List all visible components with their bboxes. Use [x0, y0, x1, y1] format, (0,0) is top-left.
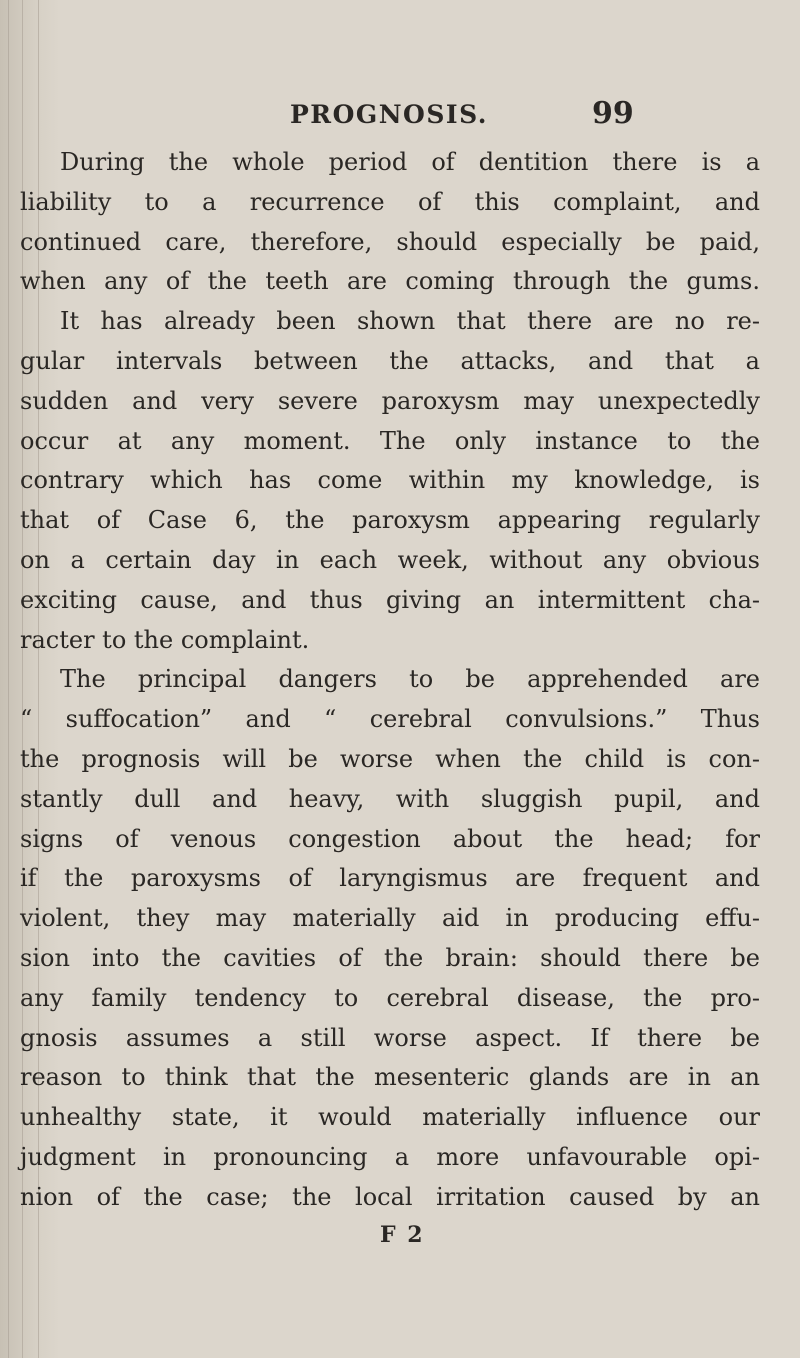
text-line: The principal dangers to be apprehended are [60, 665, 760, 694]
running-head-title: PROGNOSIS. [290, 100, 488, 129]
text-line: occur at any moment. The only instance to the [20, 426, 760, 455]
text-line: contrary which has come within my knowledge, is [20, 466, 760, 495]
text-line: During the whole period of dentition there is a [60, 148, 760, 176]
text-line: signs of venous congestion about the head; for [20, 824, 760, 853]
text-line: unhealthy state, it would materially influence our [20, 1103, 760, 1132]
text-line: that of Case 6, the paroxysm appearing regularly [20, 506, 760, 535]
text-line: reason to think that the mesenteric glands are in an [20, 1063, 760, 1092]
page-edge-line [8, 0, 9, 1358]
text-line: stantly dull and heavy, with sluggish pupil, and [20, 784, 760, 813]
text-line: liability to a recurrence of this complaint, and [20, 187, 760, 216]
text-line: if the paroxysms of laryngismus are frequent and [20, 864, 760, 893]
text-line: “ suffocation” and “ cerebral convulsions.” Thus [20, 705, 760, 734]
text-line: gular intervals between the attacks, and that a [20, 347, 760, 375]
text-line: nion of the case; the local irritation caused by an [20, 1182, 760, 1211]
text-line: any family tendency to cerebral disease, the pro- [20, 983, 760, 1012]
text-line: It has already been shown that there are no re- [60, 307, 760, 336]
page-number: 99 [592, 96, 634, 131]
text-line: sion into the cavities of the brain: should there be [20, 944, 760, 972]
text-line: judgment in pronouncing a more unfavourable opi- [20, 1143, 760, 1171]
signature-mark: F 2 [380, 1221, 425, 1248]
text-line: the prognosis will be worse when the child is con- [20, 745, 760, 773]
running-head [0, 96, 800, 140]
text-line: gnosis assumes a still worse aspect. If there be [20, 1023, 760, 1052]
text-line: when any of the teeth are coming through the gums. [20, 267, 760, 296]
text-line: continued care, therefore, should especially be paid, [20, 227, 760, 256]
text-line: racter to the complaint. [20, 625, 310, 654]
text-line: exciting cause, and thus giving an intermittent cha- [20, 585, 760, 614]
text-line: violent, they may materially aid in producing effu- [20, 904, 760, 933]
text-line: on a certain day in each week, without any obvious [20, 546, 760, 574]
text-line: sudden and very severe paroxysm may unexpectedly [20, 386, 760, 415]
